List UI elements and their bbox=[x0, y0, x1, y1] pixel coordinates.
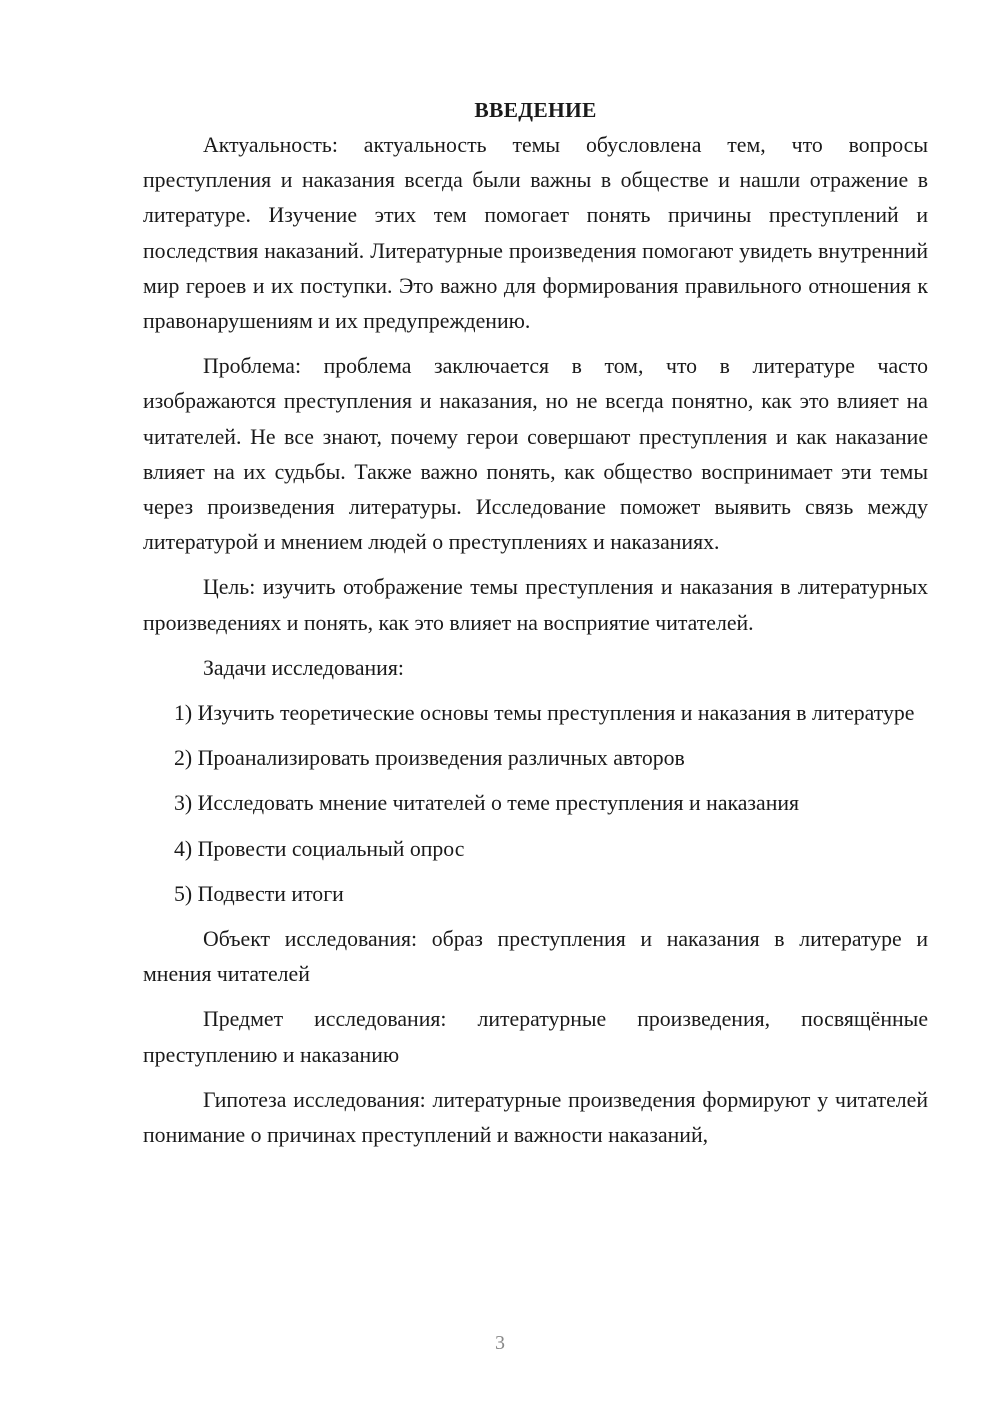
task-item: 2) Проанализировать произведения различных авторов bbox=[174, 746, 685, 771]
task-item: 4) Провести социальный опрос bbox=[174, 836, 465, 861]
subject-paragraph: Предмет исследования: литературные произведения, посвящённые преступлению и наказанию bbox=[143, 1007, 928, 1067]
problem-paragraph: Проблема: проблема заключается в том, что в литературе часто изображаются преступления и наказания, но не всегда понятно, как это влияет на читателей. Не все знают, почему герои совершают преступления и как наказание влияет на их судьбы. Также важно понять, как общество воспринимает эти темы через произведения литературы. Исследование поможет выявить связь между литературой и мнением людей о преступлениях и наказаниях. bbox=[143, 354, 928, 555]
relevance-paragraph: Актуальность: актуальность темы обусловлена тем, что вопросы преступления и наказания всегда были важны в обществе и нашли отражение в литературе. Изучение этих тем помогает понять причины преступлений и последствия наказаний. Литературные произведения помогают увидеть внутренний мир героев и их поступки. Это важно для формирования правильного отношения к правонарушениям и их предупреждению. bbox=[143, 133, 928, 334]
page-title: ВВЕДЕНИЕ bbox=[474, 98, 597, 122]
page-number: 3 bbox=[495, 1332, 505, 1354]
page-content bbox=[143, 93, 928, 1163]
task-item: 1) Изучить теоретические основы темы преступления и наказания в литературе bbox=[174, 701, 915, 726]
task-item: 3) Исследовать мнение читателей о теме преступления и наказания bbox=[174, 791, 800, 816]
task-item: 5) Подвести итоги bbox=[174, 881, 344, 906]
object-paragraph: Объект исследования: образ преступления и наказания в литературе и мнения читателей bbox=[143, 927, 928, 987]
tasks-heading: Задачи исследования: bbox=[203, 655, 404, 680]
goal-paragraph: Цель: изучить отображение темы преступления и наказания в литературных произведениях и понять, как это влияет на восприятие читателей. bbox=[143, 575, 928, 635]
hypothesis-paragraph: Гипотеза исследования: литературные произведения формируют у читателей понимание о причинах преступлений и важности наказаний, bbox=[143, 1087, 928, 1148]
